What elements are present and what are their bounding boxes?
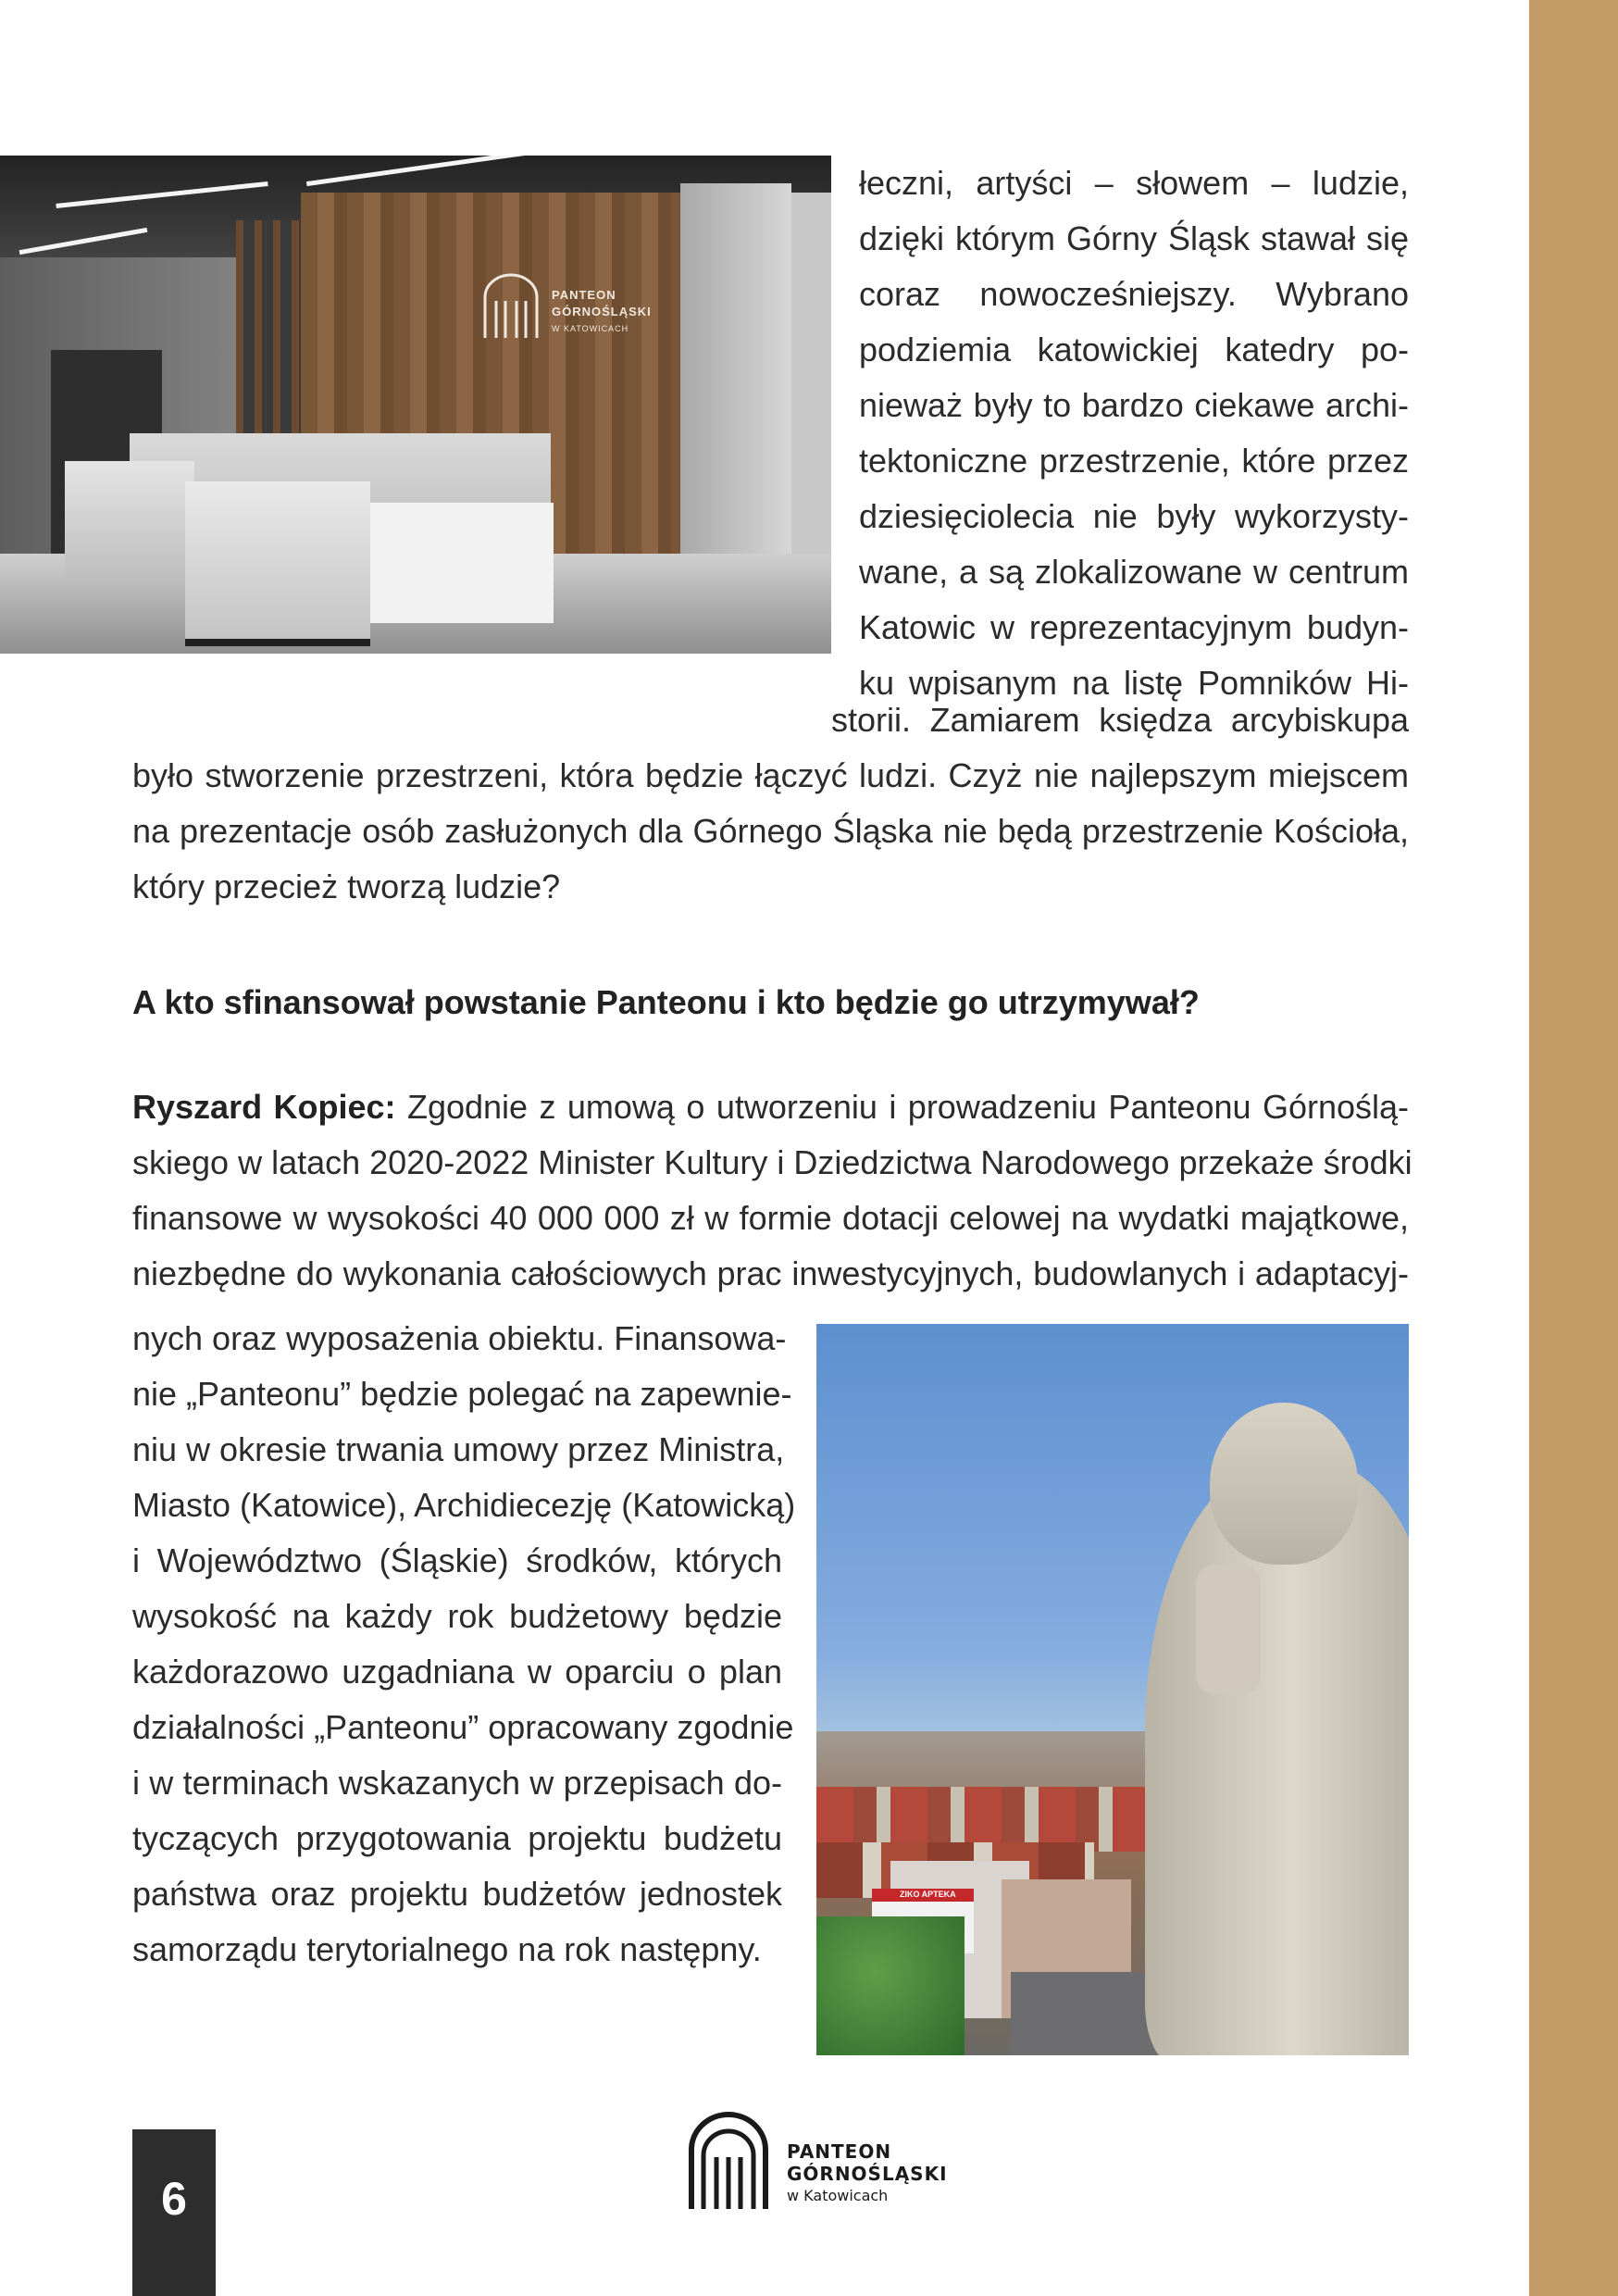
paragraph-1-wrapped	[859, 156, 1409, 711]
text-line: podziemia katowickiej katedry po-	[859, 331, 1409, 368]
text-line: niu w okresie trwania umowy przez Ministra,	[132, 1430, 785, 1468]
text-line: Katowic w reprezentacyjnym budyn-	[859, 608, 1409, 646]
text-line: państwa oraz projektu budżetów jednostek	[132, 1875, 782, 1913]
text-line: na prezentacje osób zasłużonych dla Górnego Śląska nie będą przestrzenie Kościoła,	[132, 812, 1409, 850]
text-line: nych oraz wyposażenia obiektu. Finansowa-	[132, 1319, 787, 1357]
answer-paragraph	[132, 1079, 1413, 1302]
side-color-band	[1529, 0, 1618, 2296]
text-line: Miasto (Katowice), Archidiecezję (Katowicką)	[132, 1486, 796, 1524]
panteon-logo-icon	[687, 2109, 770, 2213]
text-line: niezbędne do wykonania całościowych prac inwestycyjnych, budowlanych i adaptacyj-	[132, 1254, 1409, 1292]
text-line: łeczni, artyści – słowem – ludzie,	[859, 164, 1409, 202]
reception-render-image	[0, 156, 831, 654]
text-line: ku wpisanym na listę Pomników Hi-	[859, 664, 1409, 702]
text-line: wane, a są zlokalizowane w centrum	[859, 553, 1409, 591]
text-line: działalności „Panteonu” opracowany zgodnie	[132, 1708, 794, 1746]
render-logo-text: PANTEON GÓRNOŚLĄSKI W KATOWICACH	[552, 288, 652, 333]
paragraph-1-full	[132, 748, 1409, 915]
answer-paragraph-wrapped	[132, 1311, 796, 1978]
question-heading: A kto sfinansował powstanie Panteonu i kto będzie go utrzymywał?	[132, 983, 1200, 1021]
text-line: było stworzenie przestrzeni, która będzie łączyć ludzi. Czyż nie najlepszym miejscem	[132, 756, 1409, 794]
statue-city-photo	[816, 1324, 1409, 2055]
text-line: nieważ były to bardzo ciekawe archi-	[859, 386, 1409, 424]
text-line: coraz nowocześniejszy. Wybrano	[859, 275, 1409, 313]
panteon-logo-icon	[481, 271, 541, 340]
text-line: storii. Zamiarem księdza arcybiskupa	[831, 701, 1409, 739]
text-line: wysokość na każdy rok budżetowy będzie	[132, 1597, 782, 1635]
text-line: nie „Panteonu” będzie polegać na zapewnie-	[132, 1375, 792, 1413]
text-line: każdorazowo uzgadniana w oparciu o plan	[132, 1653, 782, 1691]
text-line: tektoniczne przestrzenie, które przez	[859, 442, 1409, 480]
footer-logo-text: PANTEON GÓRNOŚLĄSKI w Katowicach	[787, 2140, 948, 2204]
text-line: samorządu terytorialnego na rok następny.	[132, 1930, 762, 1968]
text-line: finansowe w wysokości 40 000 000 zł w formie dotacji celowej na wydatki majątkowe,	[132, 1199, 1409, 1237]
text-line: i Województwo (Śląskie) środków, których	[132, 1541, 782, 1579]
text-line: i w terminach wskazanych w przepisach do-	[132, 1764, 782, 1802]
text-line: dziesięciolecia nie były wykorzysty-	[859, 497, 1409, 535]
billboard: ZIKO APTEKA	[872, 1889, 974, 1953]
text-line: Ryszard Kopiec: Zgodnie z umową o utworzeniu i prowadzeniu Panteonu Górnoślą-	[132, 1088, 1409, 1126]
text-line: tyczących przygotowania projektu budżetu	[132, 1819, 782, 1857]
text-line: skiego w latach 2020-2022 Minister Kultury i Dziedzictwa Narodowego przekaże środki	[132, 1143, 1413, 1181]
page-number: 6	[132, 2129, 216, 2296]
text-line: dzięki którym Górny Śląsk stawał się	[859, 219, 1409, 257]
speaker-name: Ryszard Kopiec:	[132, 1088, 396, 1126]
text-line: który przecież tworzą ludzie?	[132, 867, 561, 905]
